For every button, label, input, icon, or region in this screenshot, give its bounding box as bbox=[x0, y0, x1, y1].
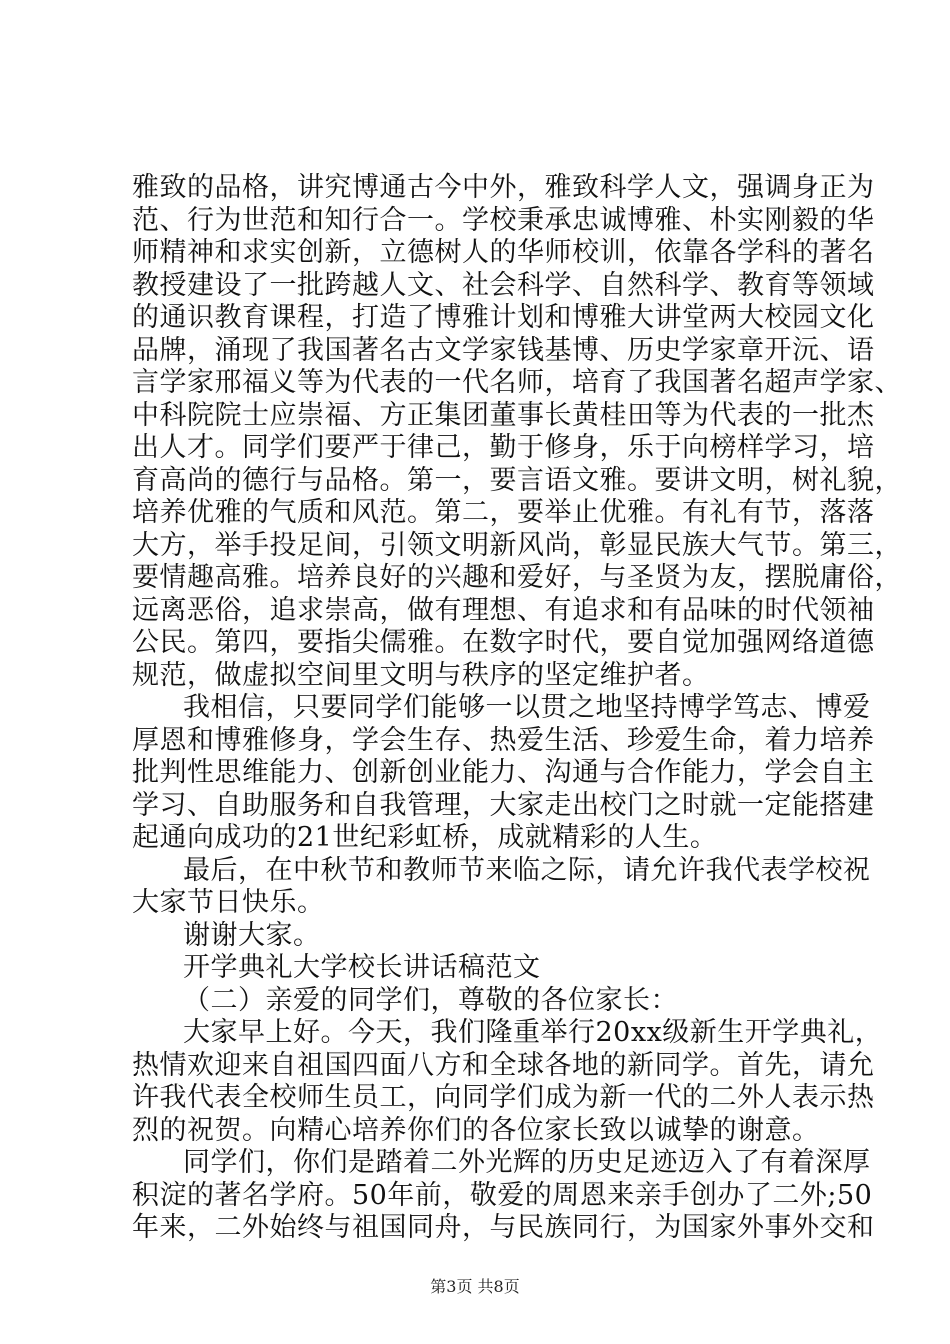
document-body bbox=[132, 172, 902, 1245]
text-line: 年来，二外始终与祖国同舟，与民族同行，为国家外事外交和 bbox=[132, 1212, 875, 1243]
text-line: 同学们，你们是踏着二外光辉的历史足迹迈入了有着深厚 bbox=[183, 1147, 871, 1178]
text-line: （二）亲爱的同学们，尊敬的各位家长： bbox=[183, 984, 678, 1016]
text-line: 起通向成功的21世纪彩虹桥，成就精彩的人生。 bbox=[132, 822, 718, 853]
page-number-label: 第3页 共8页 bbox=[430, 1277, 520, 1296]
text-line: 规范，做虚拟空间里文明与秩序的坚定维护者。 bbox=[132, 659, 710, 691]
text-line: 谢谢大家。 bbox=[183, 919, 321, 951]
text-line: 许我代表全校师生员工，向同学们成为新一代的二外人表示热 bbox=[132, 1082, 875, 1113]
text-line: 公民。第四，要指尖儒雅。在数字时代，要自觉加强网络道德 bbox=[132, 627, 875, 658]
text-line: 烈的祝贺。向精心培养你们的各位家长致以诚挚的谢意。 bbox=[132, 1114, 820, 1146]
text-line: 最后，在中秋节和教师节来临之际，请允许我代表学校祝 bbox=[183, 854, 871, 886]
text-line: 厚恩和博雅修身，学会生存、热爱生活、珍爱生命，着力培养 bbox=[132, 724, 875, 756]
text-line: 学习、自助服务和自我管理，大家走出校门之时就一定能搭建 bbox=[132, 789, 875, 821]
text-line: 品牌，涌现了我国著名古文学家钱基博、历史学家章开沅、语 bbox=[132, 334, 875, 366]
text-line: 大家节日快乐。 bbox=[132, 887, 325, 918]
text-line: 雅致的品格，讲究博通古今中外，雅致科学人文，强调身正为 bbox=[132, 172, 875, 203]
text-line: 热情欢迎来自祖国四面八方和全球各地的新同学。首先，请允 bbox=[132, 1049, 875, 1081]
text-line: 的通识教育课程，打造了博雅计划和博雅大讲堂两大校园文化 bbox=[132, 302, 875, 333]
text-line: 我相信，只要同学们能够一以贯之地坚持博学笃志、博爱 bbox=[183, 692, 871, 723]
text-line: 出人才。同学们要严于律己，勤于修身，乐于向榜样学习，培 bbox=[132, 432, 875, 463]
text-line: 开学典礼大学校长讲话稿范文 bbox=[183, 952, 541, 983]
text-line: 言学家邢福义等为代表的一代名师，培育了我国著名超声学家、 bbox=[132, 367, 902, 398]
page-footer bbox=[0, 1277, 950, 1297]
text-line: 远离恶俗，追求崇高，做有理想、有追求和有品味的时代领袖 bbox=[132, 594, 875, 626]
text-line: 积淀的著名学府。50年前，敬爱的周恩来亲手创办了二外;50 bbox=[132, 1179, 873, 1211]
text-line: 培养优雅的气质和风范。第二，要举止优雅。有礼有节，落落 bbox=[132, 497, 875, 528]
text-line: 师精神和求实创新，立德树人的华师校训，依靠各学科的著名 bbox=[132, 237, 875, 268]
text-line: 范、行为世范和知行合一。学校秉承忠诚博雅、朴实刚毅的华 bbox=[132, 204, 875, 236]
text-line: 批判性思维能力、创新创业能力、沟通与合作能力，学会自主 bbox=[132, 757, 875, 788]
text-line: 要情趣高雅。培养良好的兴趣和爱好，与圣贤为友，摆脱庸俗， bbox=[132, 562, 902, 593]
text-line: 大家早上好。今天，我们隆重举行20xx级新生开学典礼， bbox=[183, 1017, 883, 1048]
text-line: 育高尚的德行与品格。第一，要言语文雅。要讲文明，树礼貌， bbox=[132, 464, 902, 496]
text-line: 大方，举手投足间，引领文明新风尚，彰显民族大气节。第三， bbox=[132, 529, 902, 561]
text-line: 中科院院士应崇福、方正集团董事长黄桂田等为代表的一批杰 bbox=[132, 399, 875, 431]
text-line: 教授建设了一批跨越人文、社会科学、自然科学、教育等领域 bbox=[132, 269, 875, 301]
